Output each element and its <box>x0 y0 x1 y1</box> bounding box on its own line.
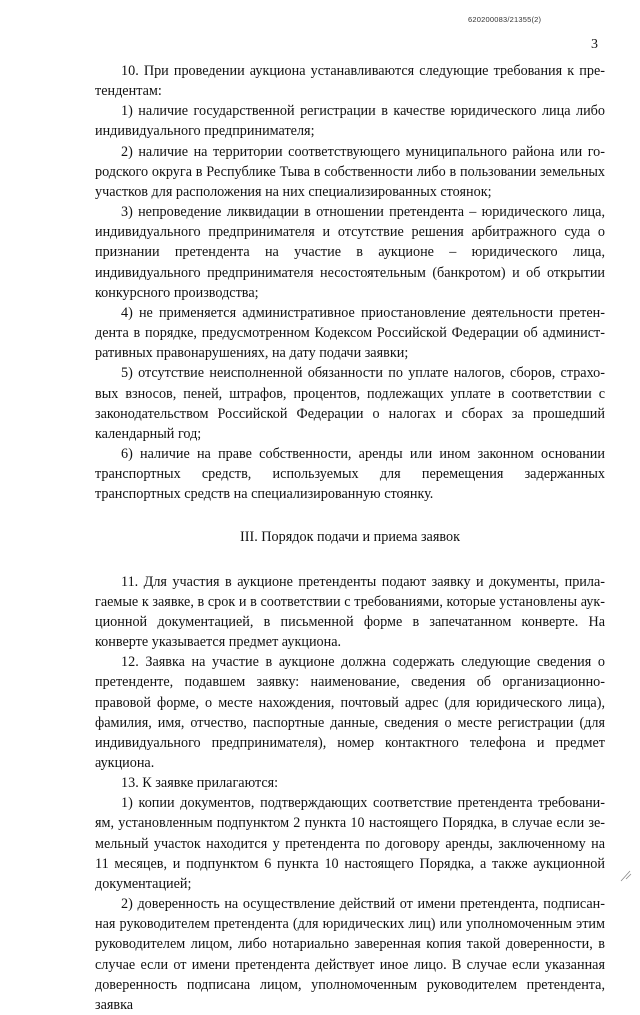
section-3-heading: III. Порядок подачи и приема заявок <box>240 529 460 546</box>
paragraph-13: 13. К заявке прилагаются: <box>121 775 279 792</box>
paragraph-10-item-4: 4) не применяется административное приостановление деятельности претендента в порядке, предусмотренном Кодексом Российской Федерации об административных правонарушениях, на дату подачи заявки; <box>95 304 605 362</box>
paragraph-10-item-6: 6) наличие на праве собственности, аренды или ином законном основании транспортных средств, используемых для перемещения задержанных транспортных средств на специализированную стоянку. <box>95 445 605 503</box>
pen-mark-icon <box>620 868 632 882</box>
paragraph-13-item-1: 1) копии документов, подтверждающих соответствие претендента требованиям, установленным подпунктом 2 пункта 10 настоящего Порядка, в случае если земельный участок находится у претендента по договору аренды, заключенному на 11 месяцев, и подпунктом 6 пункта 10 настоящего Порядка, а также аукционной документацией; <box>95 795 605 892</box>
paragraph-10-item-1: 1) наличие государственной регистрации в качестве юридического лица либо индивидуального предпринимателя; <box>95 103 605 140</box>
paragraph-11: 11. Для участия в аукционе претенденты подают заявку и документы, прилагаемые к заявке, в срок и в соответствии с требованиями, которые установлены аукционной документацией, в письменной форме в запечатанном конверте. На конверте указывается предмет аукциона. <box>95 573 605 651</box>
page-number: 3 <box>591 37 598 52</box>
document-id: 620200083/21355(2) <box>468 15 542 24</box>
paragraph-10-item-3: 3) непроведение ликвидации в отношении претендента – юридического лица, индивидуального предпринимателя и отсутствие решения арбитражного суда о признании претендента на участие в аукционе – юридического лица, индивидуального предпринимателя несостоятельным (банкротом) и об открытии конкурсного производства; <box>95 204 605 301</box>
paragraph-12: 12. Заявка на участие в аукционе должна содержать следующие сведения о претенденте, подавшем заявку: наименование, сведения об организационно-правовой форме, о месте нахождения, почтовый адрес (для юридического лица), фамилия, имя, отчество, паспортные данные, сведения о месте регистрации (для индивидуального предпринимателя), номер контактного телефона и предмет аукциона. <box>95 654 605 771</box>
paragraph-10-item-5: 5) отсутствие неисполненной обязанности по уплате налогов, сборов, страховых взносов, пеней, штрафов, процентов, подлежащих уплате в соответствии с законодательством Российской Федерации о налогах и сборах за прошедший календарный год; <box>95 365 605 442</box>
paragraph-10-item-2: 2) наличие на территории соответствующего муниципального района или городского округа в Республике Тыва в собственности либо в пользовании земельных участков для расположения на них специализированных стоянок; <box>95 143 605 200</box>
paragraph-10: 10. При проведении аукциона устанавливаются следующие требования к претендентам: <box>95 63 605 100</box>
document-body <box>95 61 605 1015</box>
paragraph-13-item-2: 2) доверенность на осуществление действий от имени претендента, подписанная руководителем претендента (для юридических лиц) или уполномоченным этим руководителем лицом, либо нотариально заверенная копия такой доверенности, в случае если от имени претендента действует иное лицо. В случае если указанная доверенность подписана лицом, уполномоченным руководителем претендента, заявка <box>95 896 605 1013</box>
